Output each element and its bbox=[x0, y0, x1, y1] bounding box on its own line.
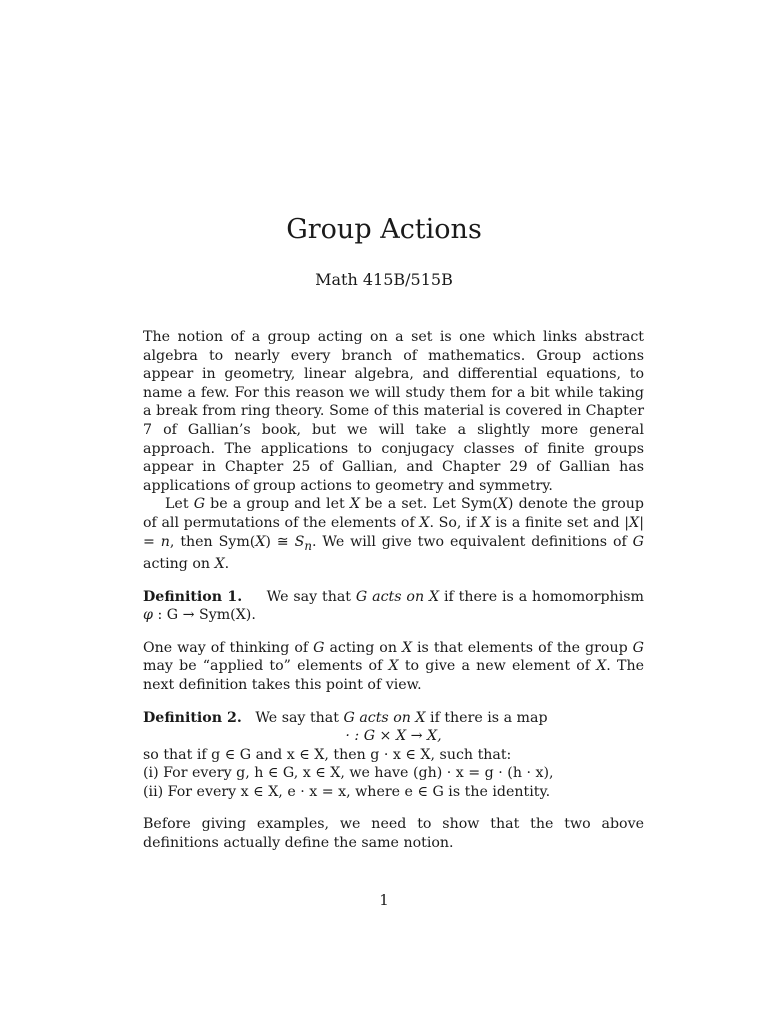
math-symbol: X bbox=[349, 496, 360, 513]
emphasis-term: acts on bbox=[359, 709, 411, 726]
text-run: We say that bbox=[266, 588, 356, 605]
text-run: be a group and let bbox=[205, 496, 350, 513]
math-symbol: G bbox=[632, 533, 644, 550]
text-run: One way of thinking of bbox=[143, 639, 314, 656]
math-symbol: X bbox=[596, 658, 607, 675]
math-symbol: G bbox=[193, 496, 206, 513]
math-symbol: G bbox=[343, 709, 355, 726]
definition-2-label: Definition 2. bbox=[143, 709, 242, 726]
math-symbol: n bbox=[160, 533, 170, 550]
text-run: . We will give two equivalent definitions of bbox=[312, 533, 633, 550]
math-symbol: G bbox=[355, 588, 368, 605]
math-symbol: G bbox=[313, 639, 325, 656]
action-map-equation: · : G × X → X, bbox=[345, 728, 442, 745]
text-run: Let bbox=[165, 496, 194, 513]
set-definition-paragraph bbox=[143, 495, 644, 573]
interpretation-paragraph bbox=[143, 639, 644, 695]
paragraph-gap bbox=[143, 625, 644, 639]
emphasis-term: acts on bbox=[372, 588, 425, 605]
intro-paragraph: The notion of a group acting on a set is one which links abstract algebra to nearly every branch of mathematics. Group actions appear in geometry, linear algebra, and differential equations, to name a few. For this reason we will study them for a bit while taking a break from ring theory. Some of this material is covered in Chapter 7 of Gallian’s book, but we will take a slightly more general approach. The applications to conjugacy classes of finite groups appear in Chapter 25 of Gallian, and Chapter 29 of Gallian has applications of group actions to geometry and symmetry. bbox=[143, 329, 644, 494]
course-subtitle: Math 415B/515B bbox=[315, 270, 453, 289]
text-run: ) denote the group of all permutations of the elements of bbox=[143, 496, 645, 531]
math-symbol: X bbox=[214, 555, 225, 572]
math-symbol: X bbox=[255, 533, 266, 550]
definition-1-label: Definition 1. bbox=[143, 588, 243, 605]
text-run: , then Sym( bbox=[169, 533, 256, 550]
document-title: Group Actions bbox=[286, 214, 482, 245]
math-symbol: X bbox=[480, 514, 491, 531]
text-run: acting on bbox=[143, 555, 215, 572]
text-run: . So, if bbox=[429, 514, 481, 531]
text-run: if there is a homomorphism bbox=[439, 588, 644, 605]
text-run: . The next definition takes this point of view. bbox=[143, 658, 644, 693]
text-run: acting on bbox=[324, 639, 402, 656]
text-run: We say that bbox=[255, 709, 344, 726]
paragraph-gap bbox=[143, 801, 644, 815]
math-symbol: X bbox=[497, 496, 508, 513]
closing-paragraph: Before giving examples, we need to show that the two above definitions actually define the same notion. bbox=[143, 816, 644, 852]
text-run: ) ≅ bbox=[265, 533, 295, 550]
condition-ii: (ii) For every x ∈ X, e · x = x, where e ∈ G is the identity. bbox=[143, 783, 551, 800]
math-subscript: n bbox=[304, 538, 312, 553]
math-symbol: X bbox=[629, 514, 640, 531]
text-run: | = bbox=[143, 514, 644, 550]
math-expression: : G → Sym(X). bbox=[152, 607, 256, 624]
page-number: 1 bbox=[379, 891, 389, 909]
paragraph-gap bbox=[143, 695, 644, 709]
document-body bbox=[143, 328, 644, 853]
math-symbol: X bbox=[429, 588, 440, 605]
text-run: be a set. Let Sym( bbox=[359, 496, 498, 513]
text-run: if there is a map bbox=[425, 709, 548, 726]
paragraph-gap bbox=[143, 574, 644, 588]
text-run: is that elements of the group bbox=[412, 639, 633, 656]
definition-2 bbox=[143, 709, 644, 728]
text-run: to give a new element of bbox=[398, 658, 597, 675]
math-symbol: S bbox=[294, 533, 305, 550]
text-run: . bbox=[224, 555, 230, 572]
definition-1 bbox=[143, 588, 644, 625]
math-symbol: X bbox=[388, 658, 399, 675]
text-run: is a finite set and | bbox=[490, 514, 630, 531]
condition-i: (i) For every g, h ∈ G, x ∈ X, we have (gh) · x = g · (h · x), bbox=[143, 765, 554, 782]
math-symbol: X bbox=[401, 639, 413, 656]
conditions-intro: so that if g ∈ G and x ∈ X, then g · x ∈ X, such that: bbox=[143, 746, 512, 763]
math-symbol: G bbox=[632, 639, 644, 656]
text-run: may be “applied to” elements of bbox=[143, 658, 389, 675]
math-symbol: φ bbox=[143, 607, 153, 624]
math-symbol: X bbox=[419, 514, 430, 531]
math-symbol: X bbox=[415, 709, 426, 726]
